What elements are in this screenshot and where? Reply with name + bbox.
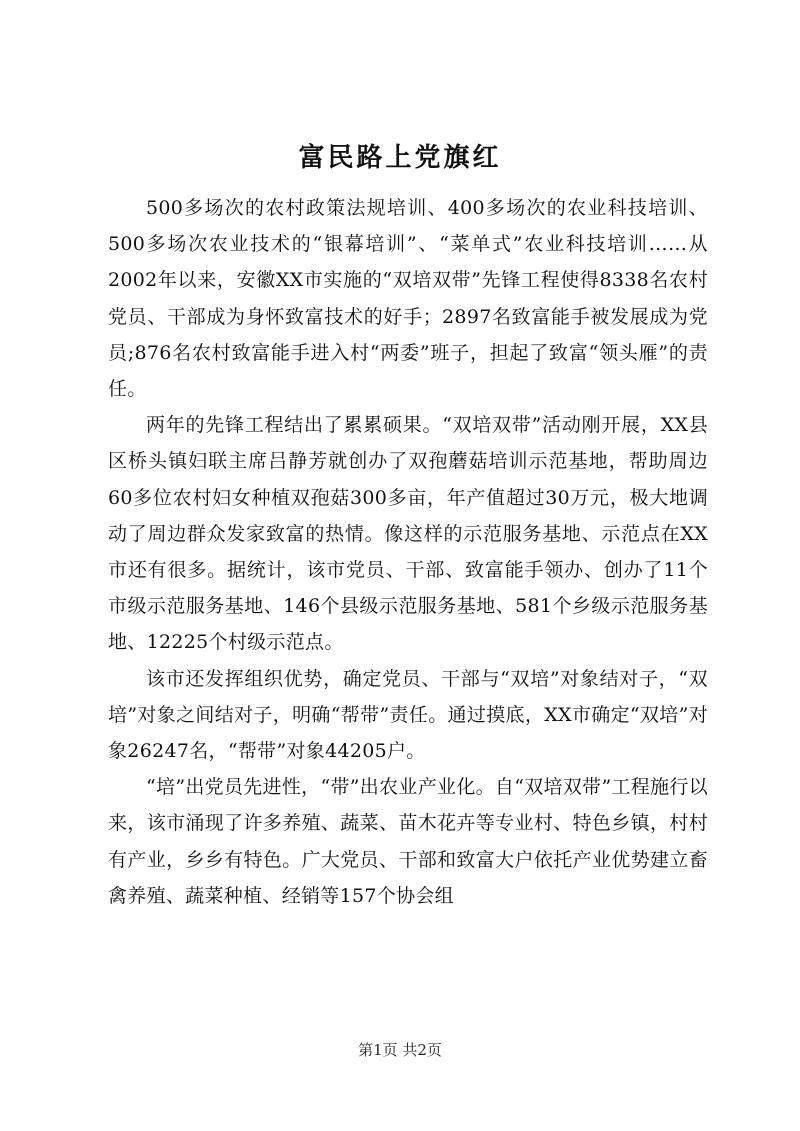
paragraph-3: 该市还发挥组织优势，确定党员、干部与“双培”对象结对子，“双培”对象之间结对子，明确“帮带”责任。通过摸底，XX市确定“双培”对象26247名，“帮带”对象44205户。 xyxy=(108,667,708,763)
article-body xyxy=(108,190,708,914)
paragraph-2: 两年的先锋工程结出了累累硕果。“双培双带”活动刚开展，XX县区桥头镇妇联主席吕静芳就创办了双孢蘑菇培训示范基地，帮助周边60多位农村妇女种植双孢菇300多亩，年产值超过30万元，极大地调动了周边群众发家致富的热情。像这样的示范服务基地、示范点在XX市还有很多。据统计，该市党员、干部、致富能手领办、创办了11个市级示范服务基地、146个县级示范服务基地、581个乡级示范服务基地、12225个村级示范点。 xyxy=(108,414,708,654)
page-title: 富民路上党旗红 xyxy=(298,143,502,173)
paragraph-4: “培”出党员先进性，“带”出农业产业化。自“双培双带”工程施行以来，该市涌现了许多养殖、蔬菜、苗木花卉等专业村、特色乡镇，村村有产业，乡乡有特色。广大党员、干部和致富大户依托产业优势建立畜禽养殖、蔬菜种植、经销等157个协会组 xyxy=(108,776,708,907)
paragraph-1: 500多场次的农村政策法规培训、400多场次的农业科技培训、500多场次农业技术的“银幕培训”、“菜单式”农业科技培训……从2002年以来，安徽XX市实施的“双培双带”先锋工程使得8338名农村党员、干部成为身怀致富技术的好手；2897名致富能手被发展成为党员;876名农村致富能手进入村“两委”班子，担起了致富“领头雁”的责任。 xyxy=(108,197,708,401)
page-number-footer: 第1页 共2页 xyxy=(358,1041,442,1059)
